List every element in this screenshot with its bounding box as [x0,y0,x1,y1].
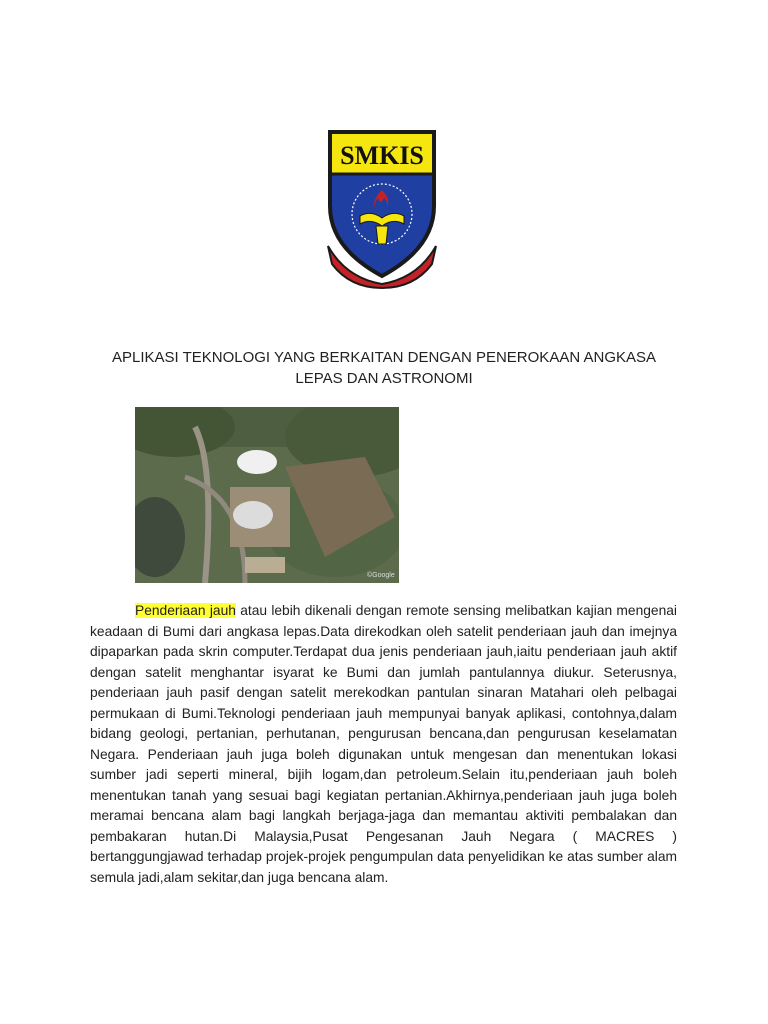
document-title [60,347,708,389]
body-paragraph [90,601,677,888]
highlighted-term: Penderiaan jauh [135,603,236,618]
school-crest-logo [326,128,438,290]
crest-title-text: SMKIS [340,141,424,170]
title-line-1: APLIKASI TEKNOLOGI YANG BERKAITAN DENGAN PENEROKAAN ANGKASA [111,349,657,366]
body-text: atau lebih dikenali dengan remote sensing melibatkan kajian mengenai keadaan di Bumi dari angkasa lepas.Data direkodkan oleh satelit penderiaan jauh dan imejnya dipaparkan pada skrin computer.Terdapat dua jenis penderiaan jauh,iaitu penderiaan jauh aktif dengan satelit menghantar isyarat ke Bumi dan jumlah pantulannya diukur. Seterusnya, penderiaan jauh pasif dengan satelit merekodkan pantulan sinaran Matahari oleh pelbagai permukaan di Bumi.Teknologi penderiaan jauh mempunyai banyak aplikasi, contohnya,dalam bidang geologi, pertanian, perhutanan, pengurusan bencana,dan pengurusan keselamatan Negara. Penderiaan jauh juga boleh digunakan untuk mengesan dan menentukan lokasi sumber jadi seperti mineral, bijih logam,dan petroleum.Selain itu,penderiaan jauh boleh menentukan tanah yang sesuai bagi kegiatan pertanian.Akhirnya,penderiaan jauh juga boleh meramai bencana alam bagi langkah berjaga-jaga dan memantau aktiviti pembalakan dan pembakaran hutan.Di Malaysia,Pusat Pengesanan Jauh Negara ( MACRES ) bertanggungjawad terhadap projek-projek pengumpulan data penyelidikan ke atas sumber alam semula jadi,alam sekitar,dan juga bencana alam. [90,603,677,885]
satellite-photo [135,407,399,583]
photo-watermark: ©Google [367,572,395,579]
title-line-2: LEPAS DAN ASTRONOMI [295,370,473,387]
